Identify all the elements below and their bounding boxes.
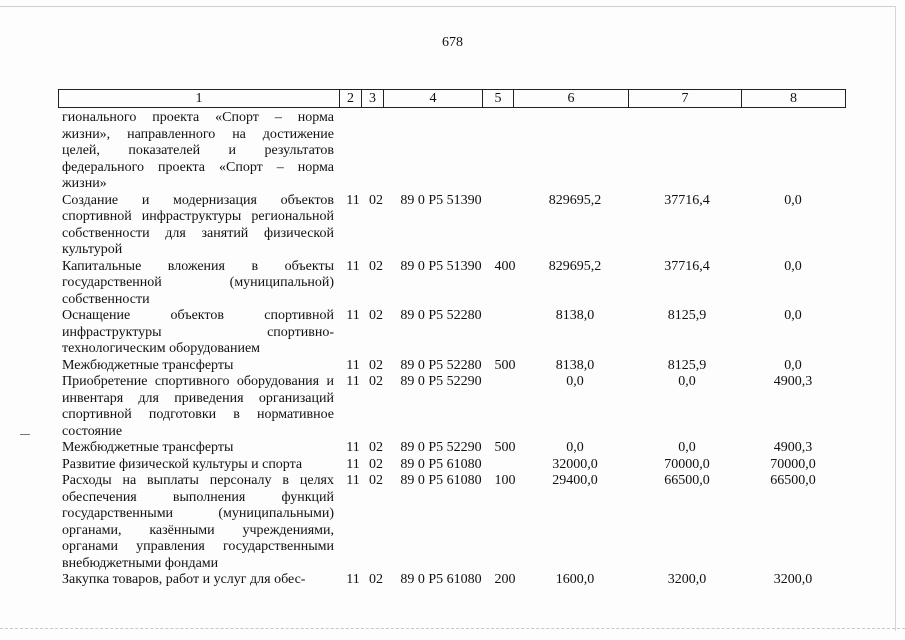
amount-col8: 0,0 <box>784 192 802 208</box>
section-code: 11 <box>346 440 360 455</box>
amount-col6: 1600,0 <box>555 572 595 587</box>
amount-col7: 37716,4 <box>664 258 710 274</box>
table-row <box>62 308 845 358</box>
row-description: Межбюджетные трансферты <box>62 440 234 455</box>
subsection-code: 02 <box>369 456 383 472</box>
table-row <box>62 110 845 193</box>
table-row <box>62 193 845 259</box>
row-description: Межбюджетные трансферты <box>62 357 234 373</box>
column-header-table <box>58 89 846 108</box>
table-row <box>62 358 845 375</box>
page-number: 678 <box>442 35 463 50</box>
target-article-code: 89 0 P5 51390 <box>400 192 482 208</box>
budget-table-body <box>62 110 845 589</box>
table-row <box>62 473 845 572</box>
expense-type-code: 200 <box>494 572 516 587</box>
amount-col7: 70000,0 <box>664 456 710 472</box>
row-description: Создание и модернизация объектов спортивной инфраструктуры региональной собственности для занятий физической культурой <box>62 192 334 257</box>
table-row <box>62 457 845 474</box>
subsection-code: 02 <box>369 357 383 373</box>
column-header: 6 <box>514 90 629 108</box>
expense-type-code: 100 <box>494 473 516 488</box>
row-description: Развитие физической культуры и спорта <box>62 456 303 472</box>
section-code: 11 <box>346 308 360 323</box>
amount-col8: 4900,3 <box>773 374 813 389</box>
subsection-code: 02 <box>369 473 383 488</box>
subsection-code: 02 <box>369 192 383 208</box>
row-description: Капитальные вложения в объекты государственной (муниципальной) собственности <box>62 258 334 307</box>
column-header-row <box>59 90 846 108</box>
expense-type-code: 500 <box>494 440 516 455</box>
section-code: 11 <box>346 258 360 274</box>
section-code: 11 <box>346 572 360 587</box>
table-row <box>62 374 845 440</box>
subsection-code: 02 <box>369 440 383 455</box>
amount-col6: 829695,2 <box>548 192 602 208</box>
table-row <box>62 572 845 589</box>
amount-col6: 0,0 <box>566 440 584 455</box>
amount-col6: 32000,0 <box>552 456 598 472</box>
amount-col7: 3200,0 <box>667 572 707 587</box>
amount-col6: 29400,0 <box>552 473 598 488</box>
bottom-edge-line <box>0 628 905 629</box>
section-code: 11 <box>346 456 360 472</box>
expense-type-code: 500 <box>494 357 516 373</box>
column-header: 4 <box>384 90 483 108</box>
expense-type-code: 400 <box>494 258 516 274</box>
margin-mark <box>20 434 30 435</box>
amount-col6: 0,0 <box>566 374 584 389</box>
subsection-code: 02 <box>369 308 383 323</box>
subsection-code: 02 <box>369 258 383 274</box>
subsection-code: 02 <box>369 572 383 587</box>
row-description: Закупка товаров, работ и услуг для обес- <box>62 572 306 587</box>
target-article-code: 89 0 P5 51390 <box>400 258 482 274</box>
amount-col8: 0,0 <box>784 308 802 323</box>
amount-col7: 8125,9 <box>667 308 707 323</box>
row-description: гионального проекта «Спорт – норма жизни», направленного на достижение целей, показателей и результатов федерального проекта «Спорт – норма жизни» <box>62 110 334 191</box>
target-article-code: 89 0 P5 52290 <box>400 374 482 389</box>
row-description: Оснащение объектов спортивной инфраструктуры спортивно-технологическим оборудованием <box>62 308 334 356</box>
amount-col6: 829695,2 <box>548 258 602 274</box>
target-article-code: 89 0 P5 61080 <box>400 572 482 587</box>
amount-col7: 8125,9 <box>667 357 707 373</box>
column-header: 1 <box>59 90 340 108</box>
amount-col7: 66500,0 <box>664 473 710 488</box>
top-edge-line <box>0 6 895 7</box>
column-header: 3 <box>362 90 384 108</box>
column-header: 8 <box>742 90 846 108</box>
amount-col8: 66500,0 <box>770 473 816 488</box>
amount-col7: 37716,4 <box>664 192 710 208</box>
target-article-code: 89 0 P5 61080 <box>400 456 482 472</box>
amount-col6: 8138,0 <box>555 357 595 373</box>
amount-col7: 0,0 <box>678 374 696 389</box>
right-edge-line <box>895 6 896 631</box>
row-description: Расходы на выплаты персоналу в целях обеспечения выполнения функций государственными (муниципальными) органами, казёнными учреждениями, органами управления государственными внебюджетными фондами <box>62 473 334 571</box>
target-article-code: 89 0 P5 52280 <box>400 308 482 323</box>
section-code: 11 <box>346 357 360 373</box>
row-description: Приобретение спортивного оборудования и инвентаря для приведения организаций спортивной подготовки в нормативное состояние <box>62 374 334 439</box>
amount-col8: 0,0 <box>784 357 802 373</box>
section-code: 11 <box>346 473 360 488</box>
amount-col6: 8138,0 <box>555 308 595 323</box>
table-row <box>62 259 845 309</box>
column-header: 2 <box>340 90 362 108</box>
target-article-code: 89 0 P5 52280 <box>400 357 482 373</box>
target-article-code: 89 0 P5 52290 <box>400 440 482 455</box>
section-code: 11 <box>346 374 360 389</box>
amount-col8: 0,0 <box>784 258 802 274</box>
amount-col8: 70000,0 <box>770 456 816 472</box>
amount-col8: 3200,0 <box>773 572 813 587</box>
target-article-code: 89 0 P5 61080 <box>400 473 482 488</box>
subsection-code: 02 <box>369 374 383 389</box>
table-row <box>62 440 845 457</box>
column-header: 7 <box>629 90 742 108</box>
section-code: 11 <box>346 192 360 208</box>
amount-col8: 4900,3 <box>773 440 813 455</box>
amount-col7: 0,0 <box>678 440 696 455</box>
column-header: 5 <box>483 90 514 108</box>
